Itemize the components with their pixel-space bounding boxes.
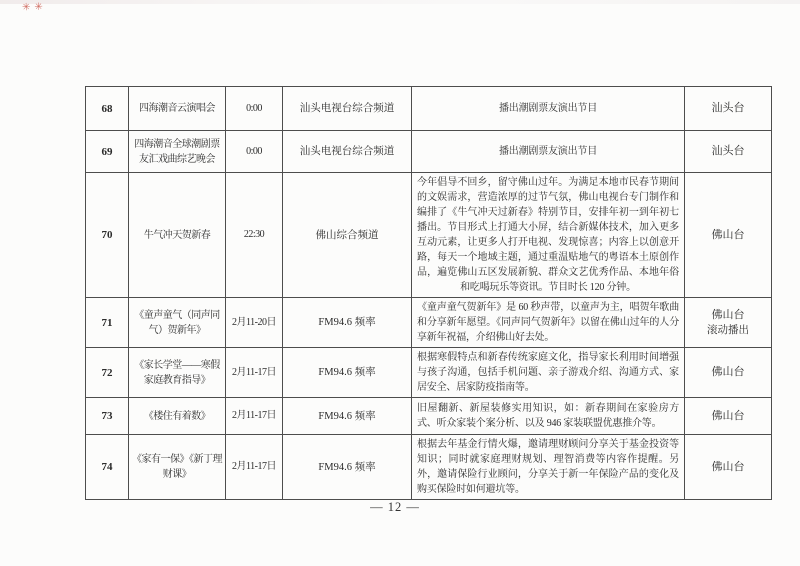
cell-time: 2月11-17日 (226, 435, 283, 500)
cell-station: 汕头台 (685, 131, 772, 173)
cell-program-name: 《楼住有着数》 (129, 398, 226, 435)
table-row (86, 131, 772, 173)
cell-program-name: 牛气冲天贺新春 (129, 173, 226, 298)
cell-no: 69 (86, 131, 129, 173)
red-stamp-mark: ✳✳ (21, 1, 47, 14)
cell-program-name: 《家长学堂——寒假家庭教育指导》 (129, 348, 226, 398)
cell-channel: FM94.6 频率 (283, 348, 412, 398)
table-row (86, 173, 772, 298)
cell-time: 22:30 (226, 173, 283, 298)
cell-no: 74 (86, 435, 129, 500)
cell-description: 旧屋翻新、新屋装修实用知识，如：新春期间在家验房方式、听众家装个案分析、以及 946 家装联盟优惠推介等。 (412, 398, 685, 435)
cell-description: 播出潮剧票友演出节目 (412, 87, 685, 131)
cell-no: 72 (86, 348, 129, 398)
cell-program-name: 《童声童气（同声同气）贺新年》 (129, 298, 226, 348)
cell-time: 2月11-17日 (226, 348, 283, 398)
cell-station: 佛山台 滚动播出 (685, 298, 772, 348)
station-note: 滚动播出 (707, 324, 749, 336)
cell-description: 《童声童气贺新年》是 60 秒声带，以童声为主，唱贺年歌曲和分享新年愿望。《同声同气贺新年》以留在佛山过年的人分享新年祝福，介绍佛山好去处。 (412, 298, 685, 348)
table-row (86, 298, 772, 348)
cell-channel: FM94.6 频率 (283, 298, 412, 348)
cell-program-name: 四海潮音全球潮剧票友汇戏曲综艺晚会 (129, 131, 226, 173)
cell-channel: FM94.6 频率 (283, 435, 412, 500)
cell-station: 佛山台 (685, 348, 772, 398)
cell-time: 2月11-20日 (226, 298, 283, 348)
table-row (86, 87, 772, 131)
cell-no: 71 (86, 298, 129, 348)
cell-description: 今年倡导不回乡，留守佛山过年。为满足本地市民春节期间的文娱需求，营造浓厚的过节气氛，佛山电视台专门制作和编排了《牛气冲天过新春》特别节目，安排年初一到年初七播出。节目形式上打通大小屏，结合新媒体技术，加入更多互动元素，让更多人打开电视、发现惊喜；内容上以创意开路，每天一个地域主题，通过重温贴地气的粤语本土原创作品，遍览佛山五区发展新貌、群众文艺优秀作品、本地年俗和吃喝玩乐等资讯。节目时长 120 分钟。 (412, 173, 685, 298)
cell-station: 佛山台 (685, 398, 772, 435)
cell-channel: 汕头电视台综合频道 (283, 131, 412, 173)
table-row (86, 348, 772, 398)
cell-no: 73 (86, 398, 129, 435)
cell-time: 2月11-17日 (226, 398, 283, 435)
program-schedule-table-wrap (85, 86, 749, 500)
cell-station: 佛山台 (685, 435, 772, 500)
cell-no: 70 (86, 173, 129, 298)
program-schedule-table (85, 86, 772, 500)
program-table-body (86, 87, 772, 500)
cell-channel: FM94.6 频率 (283, 398, 412, 435)
scan-edge-artifact (0, 0, 800, 4)
cell-channel: 汕头电视台综合频道 (283, 87, 412, 131)
cell-description: 根据去年基金行情火爆，邀请理财顾问分享关于基金投资等知识；同时就家庭理财规划、理智消费等内容作提醒。另外，邀请保险行业顾问，分享关于新一年保险产品的变化及购买保险时如何避坑等。 (412, 435, 685, 500)
cell-description: 播出潮剧票友演出节目 (412, 131, 685, 173)
cell-description: 根据寒假特点和新春传统家庭文化，指导家长利用时间增强与孩子沟通，包括手机问题、亲子游戏介绍、沟通方式、家居安全、居家防疫指南等。 (412, 348, 685, 398)
table-row (86, 398, 772, 435)
cell-time: 0:00 (226, 87, 283, 131)
table-row (86, 435, 772, 500)
cell-time: 0:00 (226, 131, 283, 173)
cell-station: 佛山台 (685, 173, 772, 298)
cell-program-name: 四海潮音云演唱会 (129, 87, 226, 131)
cell-no: 68 (86, 87, 129, 131)
cell-channel: 佛山综合频道 (283, 173, 412, 298)
cell-program-name: 《家有一保》《新丁理财课》 (129, 435, 226, 500)
page-number: — 12 — (370, 500, 420, 514)
cell-station: 汕头台 (685, 87, 772, 131)
